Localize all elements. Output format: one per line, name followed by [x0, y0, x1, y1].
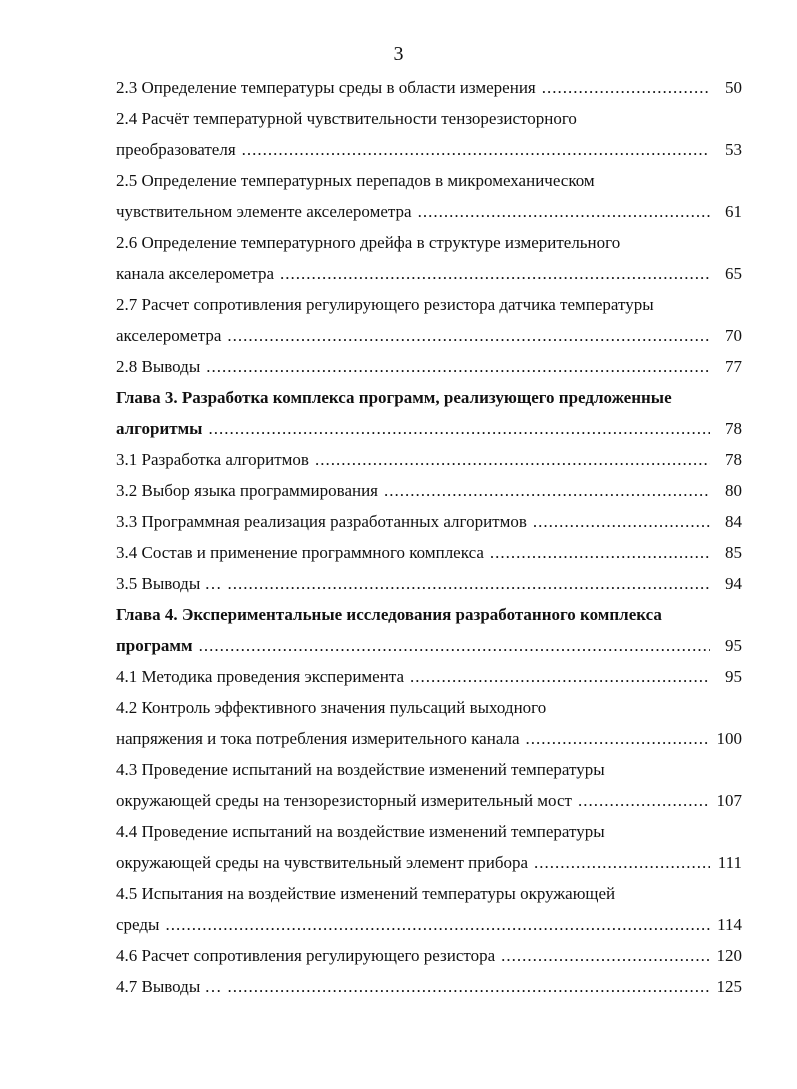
dot-leader — [490, 537, 710, 568]
dot-leader — [542, 72, 710, 103]
toc-entry-text: канала акселерометра — [116, 264, 274, 283]
dot-leader — [199, 630, 710, 661]
toc-page-number: 85 — [725, 543, 742, 562]
toc-entry-text: 2.7 Расчет сопротивления регулирующего резистора датчика температуры — [116, 295, 654, 314]
toc-chapter-title: программ — [116, 636, 193, 655]
toc-line — [116, 940, 742, 971]
toc-line — [116, 537, 742, 568]
toc-entry-text: 3.4 Состав и применение программного комплекса — [116, 543, 484, 562]
toc-entry-text: 4.7 Выводы … — [116, 977, 222, 996]
toc-page-number: 77 — [725, 357, 742, 376]
toc-line — [116, 816, 742, 847]
dot-leader — [384, 475, 710, 506]
toc-chapter-title: Глава 4. Экспериментальные исследования разработанного комплекса — [116, 605, 662, 624]
toc-line — [116, 785, 742, 816]
toc-page-number: 78 — [725, 419, 742, 438]
dot-leader — [534, 847, 710, 878]
toc-line — [116, 723, 742, 754]
toc-page-number: 94 — [725, 574, 742, 593]
toc-entry-text: напряжения и тока потребления измерительного канала — [116, 729, 520, 748]
toc-line — [116, 878, 742, 909]
toc-line — [116, 971, 742, 1002]
toc-entry-text: преобразователя — [116, 140, 236, 159]
toc-line — [116, 506, 742, 537]
toc-page-number: 125 — [716, 977, 742, 996]
toc-chapter-line — [116, 630, 742, 661]
toc-line — [116, 258, 742, 289]
toc-chapter-line — [116, 382, 742, 413]
dot-leader — [533, 506, 710, 537]
toc-page-number: 114 — [717, 915, 742, 934]
toc-page-number: 53 — [725, 140, 742, 159]
dot-leader — [206, 351, 710, 382]
toc-entry-text: 4.3 Проведение испытаний на воздействие изменений температуры — [116, 760, 605, 779]
toc-page-number: 50 — [725, 78, 742, 97]
toc-entry-text: 3.2 Выбор языка программирования — [116, 481, 379, 500]
toc-entry-text: 3.1 Разработка алгоритмов — [116, 450, 309, 469]
toc-entry-text: среды — [116, 915, 160, 934]
toc-chapter-line — [116, 413, 742, 444]
toc-page-number: 120 — [716, 946, 742, 965]
toc-line — [116, 568, 742, 599]
toc-line — [116, 909, 742, 940]
toc-line — [116, 320, 742, 351]
toc-page-number: 80 — [725, 481, 742, 500]
toc-chapter-title: алгоритмы — [116, 419, 203, 438]
toc-page-number: 95 — [725, 636, 742, 655]
dot-leader — [165, 909, 710, 940]
dot-leader — [280, 258, 710, 289]
dot-leader — [526, 723, 710, 754]
page-number: 3 — [393, 43, 404, 65]
toc-entry-text: 2.5 Определение температурных перепадов в микромеханическом — [116, 171, 595, 190]
toc-line — [116, 103, 742, 134]
dot-leader — [228, 971, 710, 1002]
dot-leader — [208, 413, 710, 444]
toc-page-number: 84 — [725, 512, 742, 531]
toc-line — [116, 444, 742, 475]
toc-entry-text: 4.5 Испытания на воздействие изменений температуры окружающей — [116, 884, 616, 903]
dot-leader — [501, 940, 710, 971]
dot-leader — [228, 568, 710, 599]
toc-entry-text: 2.3 Определение температуры среды в области измерения — [116, 78, 536, 97]
toc-line — [116, 847, 742, 878]
toc-entry-text: 4.6 Расчет сопротивления регулирующего резистора — [116, 946, 496, 965]
toc-page-number: 61 — [725, 202, 742, 221]
toc-page-number: 70 — [725, 326, 742, 345]
toc-line — [116, 661, 742, 692]
dot-leader — [410, 661, 710, 692]
toc-entry-text: окружающей среды на тензорезисторный измерительный мост — [116, 791, 572, 810]
toc-entry-text: 2.4 Расчёт температурной чувствительности тензорезисторного — [116, 109, 577, 128]
dot-leader — [227, 320, 710, 351]
dot-leader — [418, 196, 710, 227]
table-of-contents — [116, 72, 742, 1002]
toc-line — [116, 134, 742, 165]
toc-entry-text: 4.1 Методика проведения эксперимента — [116, 667, 405, 686]
toc-entry-text: акселерометра — [116, 326, 222, 345]
toc-page-number: 78 — [725, 450, 742, 469]
toc-line — [116, 227, 742, 258]
toc-line — [116, 692, 742, 723]
toc-line — [116, 196, 742, 227]
toc-entry-text: 4.2 Контроль эффективного значения пульсаций выходного — [116, 698, 547, 717]
toc-entry-text: 2.8 Выводы — [116, 357, 201, 376]
toc-line — [116, 475, 742, 506]
toc-page-number: 111 — [717, 853, 742, 872]
toc-page-number: 100 — [716, 729, 742, 748]
toc-page-number: 107 — [716, 791, 742, 810]
toc-entry-text: 4.4 Проведение испытаний на воздействие изменений температуры — [116, 822, 605, 841]
dot-leader — [242, 134, 710, 165]
toc-entry-text: 2.6 Определение температурного дрейфа в структуре измерительного — [116, 233, 621, 252]
toc-page-number: 95 — [725, 667, 742, 686]
toc-line — [116, 754, 742, 785]
toc-entry-text: чувствительном элементе акселерометра — [116, 202, 412, 221]
toc-entry-text: окружающей среды на чувствительный элемент прибора — [116, 853, 529, 872]
toc-line — [116, 289, 742, 320]
toc-line — [116, 351, 742, 382]
toc-line — [116, 72, 742, 103]
toc-page-number: 65 — [725, 264, 742, 283]
dot-leader — [578, 785, 710, 816]
toc-line — [116, 165, 742, 196]
toc-entry-text: 3.5 Выводы … — [116, 574, 222, 593]
toc-entry-text: 3.3 Программная реализация разработанных алгоритмов — [116, 512, 527, 531]
toc-chapter-line — [116, 599, 742, 630]
toc-chapter-title: Глава 3. Разработка комплекса программ, реализующего предложенные — [116, 388, 672, 407]
dot-leader — [315, 444, 710, 475]
